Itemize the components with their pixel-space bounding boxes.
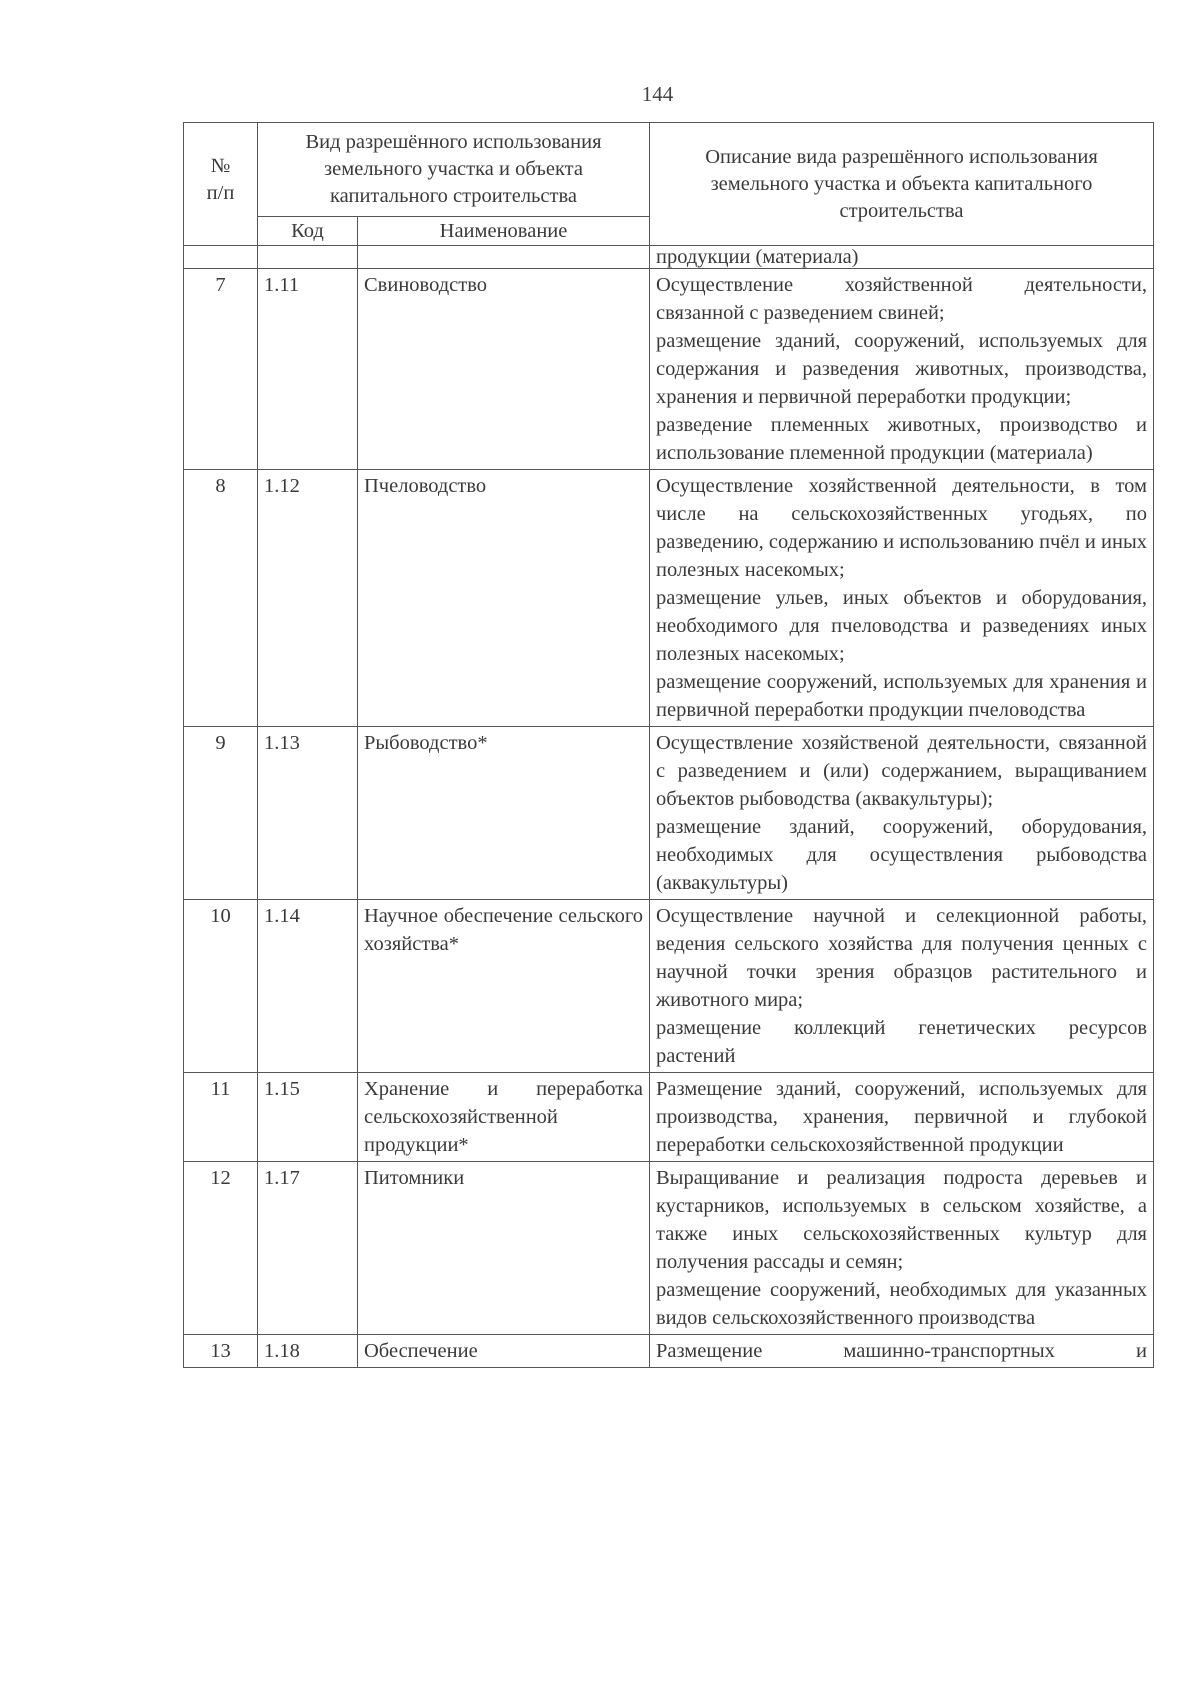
header-code: Код: [258, 217, 358, 246]
row-code: [258, 246, 358, 269]
row-name: [358, 1162, 650, 1335]
row-num: 10: [184, 900, 258, 1073]
row-code: 1.15: [258, 1073, 358, 1162]
table-row: [184, 900, 1154, 1073]
row-description: [650, 246, 1154, 269]
table-row: [184, 470, 1154, 727]
description-paragraph: размещение коллекций генетических ресурсов растений: [656, 1017, 1147, 1067]
description-paragraph: размещение зданий, сооружений, используемых для содержания и разведения животных, производства, хранения и первичной переработки продукции;: [656, 330, 1147, 408]
row-code: 1.14: [258, 900, 358, 1073]
row-name-text: Научное обеспечение сельского хозяйства*: [364, 905, 643, 955]
row-name: [358, 246, 650, 269]
row-num: 7: [184, 269, 258, 470]
header-description: Описание вида разрешённого использования земельного участка и объекта капитального строительства: [650, 123, 1154, 246]
row-num: 12: [184, 1162, 258, 1335]
table-row: [184, 269, 1154, 470]
page-number: 144: [641, 82, 674, 106]
row-num: 13: [184, 1335, 258, 1368]
row-name: [358, 1073, 650, 1162]
row-num: 11: [184, 1073, 258, 1162]
row-description: [650, 900, 1154, 1073]
header-vid: Вид разрешённого использования земельного участка и объекта капитального строительства: [258, 123, 650, 217]
description-paragraph: Размещение зданий, сооружений, используемых для производства, хранения, первичной и глубокой переработки сельскохозяйственной продукции: [656, 1078, 1147, 1156]
row-code: 1.12: [258, 470, 358, 727]
description-paragraph: размещение ульев, иных объектов и оборудования, необходимого для пчеловодства и разведениях иных полезных насекомых;: [656, 587, 1147, 665]
description-paragraph: Размещение машинно-транспортных и: [656, 1340, 1147, 1362]
row-num: 8: [184, 470, 258, 727]
header-num: № п/п: [184, 123, 258, 246]
description-paragraph: продукции (материала): [656, 246, 859, 268]
table-row: [184, 1073, 1154, 1162]
description-paragraph: Осуществление научной и селекционной работы, ведения сельского хозяйства для получения ценных с научной точки зрения образцов растительного и животного мира;: [656, 905, 1147, 1011]
description-paragraph: Выращивание и реализация подроста деревьев и кустарников, используемых в сельском хозяйстве, а также иных сельскохозяйственных культур для получения рассады и семян;: [656, 1167, 1147, 1273]
row-name: [358, 1335, 650, 1368]
land-use-table: [183, 122, 1154, 1368]
row-name: [358, 900, 650, 1073]
row-description: [650, 1335, 1154, 1368]
row-name-text: Хранение и переработка сельскохозяйственной продукции*: [364, 1078, 643, 1156]
row-code: 1.18: [258, 1335, 358, 1368]
description-paragraph: Осуществление хозяйственой деятельности, связанной с разведением и (или) содержанием, выращиванием объектов рыбоводства (аквакультуры);: [656, 732, 1147, 810]
table-row: [184, 727, 1154, 900]
row-num: 9: [184, 727, 258, 900]
description-paragraph: Осуществление хозяйственной деятельности, связанной с разведением свиней;: [656, 274, 1147, 324]
row-code: 1.17: [258, 1162, 358, 1335]
row-num: [184, 246, 258, 269]
row-description: [650, 470, 1154, 727]
row-description: [650, 1162, 1154, 1335]
row-code: 1.11: [258, 269, 358, 470]
table-row: [184, 1162, 1154, 1335]
row-name: [358, 727, 650, 900]
row-description: [650, 727, 1154, 900]
row-name-text: Пчеловодство: [364, 475, 487, 497]
row-description: [650, 269, 1154, 470]
row-code: 1.13: [258, 727, 358, 900]
row-name-text: Обеспечение: [364, 1340, 478, 1362]
description-paragraph: разведение племенных животных, производство и использование племенной продукции (материала): [656, 414, 1147, 464]
description-paragraph: размещение сооружений, необходимых для указанных видов сельскохозяйственного производства: [656, 1279, 1147, 1329]
row-name: [358, 470, 650, 727]
row-name-text: Рыбоводство*: [364, 732, 488, 754]
description-paragraph: размещение сооружений, используемых для хранения и первичной переработки продукции пчеловодства: [656, 671, 1147, 721]
row-description: [650, 1073, 1154, 1162]
row-name-text: Питомники: [364, 1167, 465, 1189]
table-row: [184, 1335, 1154, 1368]
description-paragraph: Осуществление хозяйственной деятельности, в том числе на сельскохозяйственных угодьях, по разведению, содержанию и использованию пчёл и иных полезных насекомых;: [656, 475, 1147, 581]
header-name: Наименование: [358, 217, 650, 246]
row-name: [358, 269, 650, 470]
table-row: [184, 246, 1154, 269]
description-paragraph: размещение зданий, сооружений, оборудования, необходимых для осуществления рыбоводства (аквакультуры): [656, 816, 1147, 894]
row-name-text: Свиноводство: [364, 274, 488, 296]
